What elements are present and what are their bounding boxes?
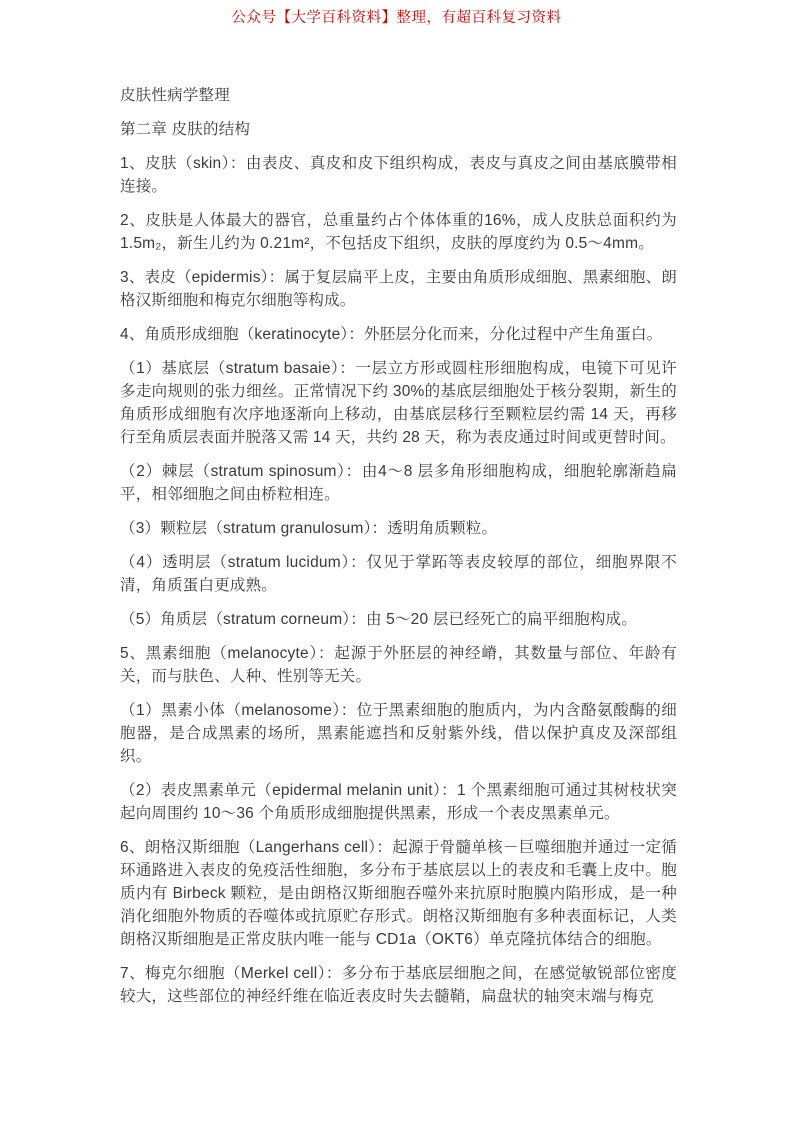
paragraph: 2、皮肤是人体最大的器官，总重量约占个体体重的16%，成人皮肤总面积约为1.5m₂，新生儿约为 0.21m²，不包括皮下组织，皮肤的厚度约为 0.5～4mm。	[120, 212, 677, 252]
document-title: 皮肤性病学整理	[120, 87, 230, 104]
paragraph: （5）角质层（stratum corneum）：由 5～20 层已经死亡的扁平细胞构成。	[120, 611, 637, 628]
paragraph: （1）黑素小体（melanosome）：位于黑素细胞的胞质内，为内含酪氨酸酶的细胞器，是合成黑素的场所，黑素能遮挡和反射紫外线，借以保护真皮及深部组织。	[120, 702, 677, 765]
document-content	[120, 84, 677, 1019]
paragraph: （4）透明层（stratum lucidum）：仅见于掌跖等表皮较厚的部位，细胞界限不清，角质蛋白更成熟。	[120, 554, 677, 594]
chapter-heading: 第二章 皮肤的结构	[120, 121, 251, 138]
paragraph: 7、梅克尔细胞（Merkel cell）：多分布于基底层细胞之间，在感觉敏锐部位密度较大，这些部位的神经纤维在临近表皮时失去髓鞘，扁盘状的轴突末端与梅克	[120, 965, 677, 1005]
paragraph: （2）表皮黑素单元（epidermal melanin unit）：1 个黑素细胞可通过其树枝状突起向周围约 10～36 个角质形成细胞提供黑素，形成一个表皮黑素单元。	[120, 782, 677, 822]
paragraph: 1、皮肤（skin）：由表皮、真皮和皮下组织构成，表皮与真皮之间由基底膜带相连接。	[120, 155, 677, 195]
paragraph: 4、角质形成细胞（keratinocyte）：外胚层分化而来，分化过程中产生角蛋白。	[120, 326, 663, 343]
page-header-banner: 公众号【大学百科资料】整理，有超百科复习资料	[231, 10, 562, 26]
paragraph: （3）颗粒层（stratum granulosum）：透明角质颗粒。	[120, 520, 498, 537]
paragraph: 5、黑素细胞（melanocyte）：起源于外胚层的神经嵴，其数量与部位、年龄有关，而与肤色、人种、性别等无关。	[120, 645, 677, 685]
paragraph: 3、表皮（epidermis）：属于复层扁平上皮，主要由角质形成细胞、黑素细胞、朗格汉斯细胞和梅克尔细胞等构成。	[120, 269, 677, 309]
paragraph: （2）棘层（stratum spinosum）：由4～8 层多角形细胞构成，细胞轮廓渐趋扁平，相邻细胞之间由桥粒相连。	[120, 463, 677, 503]
paragraph-list	[120, 152, 677, 1008]
paragraph: 6、朗格汉斯细胞（Langerhans cell）：起源于骨髓单核－巨噬细胞并通过一定循环通路进入表皮的免疫活性细胞，多分布于基底层以上的表皮和毛囊上皮中。胞质内有 Birbeck 颗粒，是由朗格汉斯细胞吞噬外来抗原时胞膜内陷形成，是一种消化细胞外物质的吞噬体或抗原贮存形式。朗格汉斯细胞有多种表面标记，人类朗格汉斯细胞是正常皮肤内唯一能与 CD1a（OKT6）单克隆抗体结合的细胞。	[120, 839, 677, 948]
paragraph: （1）基底层（stratum basaie）：一层立方形或圆柱形细胞构成，电镜下可见许多走向规则的张力细丝。正常情况下约 30%的基底层细胞处于核分裂期，新生的角质形成细胞有次序地逐渐向上移动，由基底层移行至颗粒层约需 14 天，再移行至角质层表面并脱落又需 14 天，共约 28 天，称为表皮通过时间或更替时间。	[120, 360, 677, 446]
